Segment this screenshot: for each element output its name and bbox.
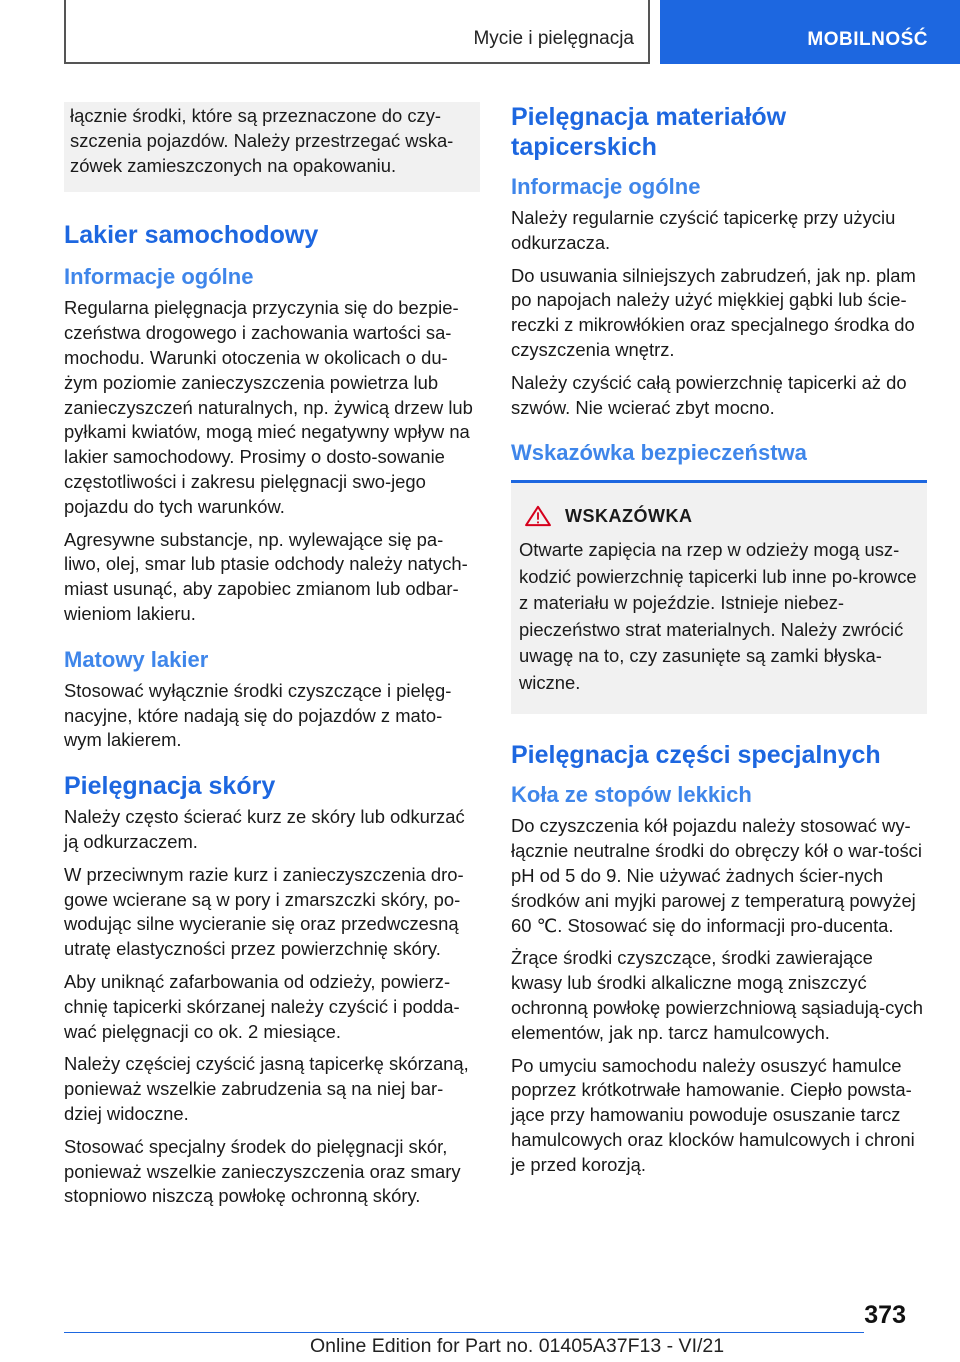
paragraph: Do usuwania silniejszych zabrudzeń, jak np. plam po napojach należy użyć miękkiej gąbki lub ście-reczki z mikrowłókien oraz specjalnego środka do czyszczenia wnętrz. <box>511 264 916 360</box>
paragraph: Stosować specjalny środek do pielęgnacji skór, ponieważ wszelkie zanieczyszczenia oraz smary stopniowo niszczą powłokę ochronną skóry. <box>64 1135 461 1207</box>
left-column <box>64 102 480 1217</box>
paragraph: Żrące środki czyszczące, środki zawierające kwasy lub środki alkaliczne mogą zniszczyć ochronną powłokę powierzchniową sąsiadują-cych elementów, jak np. tarcz hamulcowych. <box>511 947 923 1043</box>
footer-divider <box>64 1332 864 1333</box>
header-frame <box>64 0 650 64</box>
paragraph: Stosować wyłącznie środki czyszczące i pielęg-nacyjne, które nadają się do pojazdów z mato-wym lakierem. <box>64 679 452 751</box>
subheading-safety: Wskazówka bezpieczeństwa <box>511 440 807 466</box>
subheading-matowy: Matowy lakier <box>64 646 209 672</box>
heading-lakier: Lakier samochodowy <box>64 221 319 250</box>
subheading-lakier-info: Informacje ogólne <box>64 264 254 290</box>
heading-tapicer: Pielęgnacja materiałów tapicerskich <box>511 103 787 161</box>
paragraph: Agresywne substancje, np. wylewające się pa-liwo, olej, smar lub ptasie odchody należy natych-miast usunąć, aby zapobiec zmianom lub odbar-wieniom lakieru. <box>64 528 468 624</box>
paragraph: Do czyszczenia kół pojazdu należy stosować wy-łącznie neutralne środki do obręczy kół o war-tości pH od 5 do 9. Nie używać żadnych ścier-nych środków ani myjki parowej z temperaturą powyżej 60 ℃. Stosować się do informacji pro-ducenta. <box>511 815 922 936</box>
header-chapter-label: MOBILNOŚĆ <box>807 29 928 50</box>
paragraph: W przeciwnym razie kurz i zanieczyszczenia dro-gowe wcierane są w pory i zmarszczki skóry, po-wodując silne wycieranie się oraz przedwczesną utratę elastyczności przez powierzchnię skóry. <box>64 863 464 960</box>
paragraph: Po umyciu samochodu należy osuszyć hamulce poprzez krótkotrwałe hamowanie. Ciepło powsta-jące przy hamowaniu powoduje osuszanie tarcz hamulcowych oraz klocków hamulcowych i chroni je przed korozją. <box>511 1054 915 1175</box>
header-chapter-tab <box>660 0 960 64</box>
heading-skora: Pielęgnacja skóry <box>64 772 276 801</box>
footer-edition: Online Edition for Part no. 01405A37F13 - VI/21 <box>310 1335 725 1357</box>
warning-text: Otwarte zapięcia na rzep w odzieży mogą usz-kodzić powierzchnię tapicerki lub inne po-krowce z materiału w pojeździe. Istnieje niebez-pieczeństwo strat materialnych. Należy zwrócić uwagę na to, czy zasunięte są zamki błyska-wiczne. <box>519 539 917 693</box>
paragraph: Należy czyścić całą powierzchnię tapicerki aż do szwów. Nie wcierać zbyt mocno. <box>511 371 907 418</box>
warning-label: WSKAZÓWKA <box>565 505 693 526</box>
paragraph: Należy regularnie czyścić tapicerkę przy użyciu odkurzacza. <box>511 207 896 253</box>
subheading-tapicer-info: Informacje ogólne <box>511 174 701 199</box>
paragraph: Należy często ścierać kurz ze skóry lub odkurzać ją odkurzaczem. <box>64 806 465 852</box>
page-number: 373 <box>864 1301 906 1329</box>
subheading-kola: Koła ze stopów lekkich <box>511 782 752 808</box>
paragraph: Należy częściej czyścić jasną tapicerkę skórzaną, ponieważ wszelkie zabrudzenia są na niej bar-dziej widoczne. <box>64 1053 469 1124</box>
warning-header <box>519 505 919 527</box>
heading-special: Pielęgnacja części specjalnych <box>511 741 881 770</box>
warning-box <box>511 480 927 714</box>
right-column <box>511 102 927 1186</box>
paragraph: Regularna pielęgnacja przyczynia się do bezpie-czeństwa drogowego i zachowania wartości sa-mochodu. Warunki otoczenia w okolicach o du-żym poziomie zanieczyszczenia powietrza lub zanieczyszczeń naturalnych, np. żywicą drzew lub pyłkami kwiatów, mogą mieć negatywny wpływ na lakier samochodowy. Prosimy o dosto-sowanie częstotliwości i zakresu pielęgnacji swo-jego pojazdu do tych warunków. <box>64 297 473 517</box>
note-text: łącznie środki, które są przeznaczone do czy-szczenia pojazdów. Należy przestrzegać wska-zówek zamieszczonych na opakowaniu. <box>70 105 454 176</box>
warning-triangle-icon <box>523 505 553 527</box>
paragraph: Aby uniknąć zafarbowania od odzieży, powierz-chnię tapicerki skórzanej należy czyścić i podda-wać pielęgnacji co ok. 2 miesiące. <box>64 970 460 1042</box>
note-box <box>64 102 480 192</box>
header-section-title: Mycie i pielęgnacja <box>473 28 634 49</box>
